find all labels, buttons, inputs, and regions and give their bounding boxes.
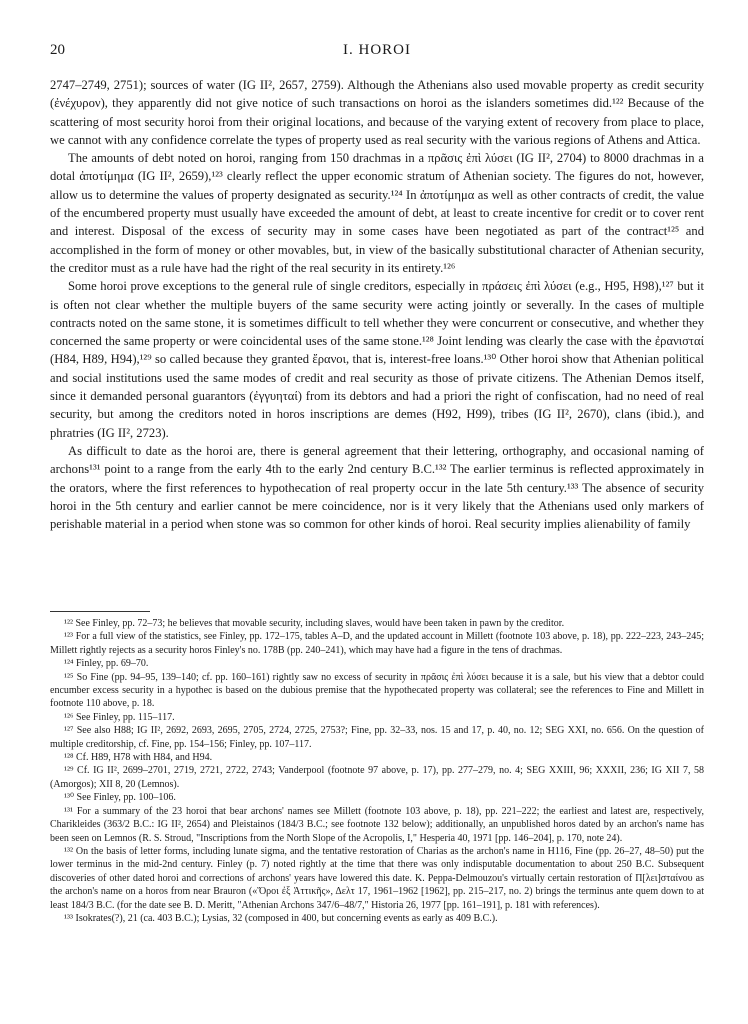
page-header — [50, 42, 704, 62]
footnotes — [50, 617, 704, 925]
footnote: ¹²³ For a full view of the statistics, see Finley, pp. 172–175, tables A–D, and the updated account in Millett (footnote 103 above, p. 18), pp. 222–223, 243–245; Millett rightly rejects as a security horos Finley's no. 178B (pp. 240–241), which may have had a figure in the tens of drachmas. — [50, 631, 704, 656]
footnote: ¹²⁸ Cf. H89, H78 with H84, and H94. — [64, 752, 213, 764]
footnote-divider — [50, 611, 150, 612]
body-paragraph: 2747–2749, 2751); sources of water (IG II², 2657, 2759). Although the Athenians also used movable property as credit security (ἐνέχυρον), they apparently did not give notice of such transactions on horoi as the islanders sometimes did.¹²² Because of the scattering of most security horoi from their original locations, and because of the varying extent of recovery from place to place, we cannot with any confidence correlate the types of property used as real security with the various regions of Athens and Attica. — [50, 78, 704, 147]
footnote: ¹³⁰ See Finley, pp. 100–106. — [64, 792, 176, 804]
page-number: 20 — [50, 42, 65, 58]
footnote: ¹²⁹ Cf. IG II², 2699–2701, 2719, 2721, 2722, 2743; Vanderpool (footnote 97 above, p. 17), pp. 277–279, no. 4; SEG XXIII, 96; XXXII, 236; IG XII 7, 58 (Amorgos); XII 8, 20 (Lemnos). — [50, 765, 704, 790]
footnote: ¹³³ Isokrates(?), 21 (ca. 403 B.C.); Lysias, 32 (composed in 400, but concerning events as early as 409 B.C.). — [64, 912, 498, 924]
footnote: ¹²⁷ See also H88; IG II², 2692, 2693, 2695, 2705, 2724, 2725, 2753?; Fine, pp. 32–33, nos. 15 and 17, p. 40, no. 12; SEG XXI, no. 656. On the question of multiple creditorship, cf. Fine, pp. 154–156; Finley, pp. 107–117. — [50, 725, 704, 750]
footnote: ¹²⁴ Finley, pp. 69–70. — [64, 658, 149, 670]
running-head: I. HOROI — [343, 42, 411, 58]
body-paragraph: As difficult to date as the horoi are, there is general agreement that their lettering, orthography, and occasional naming of archons¹³¹ point to a range from the early 4th to the early 2nd century B.C.¹³² The earlier terminus is reflected approximately in the orators, where the first references to hypothecation of real property occur in the late 5th century.¹³³ The absence of security horoi in the 5th century and earlier cannot be mere coincidence, nor is it very likely that the Athenians used only markers of perishable material in a period when stone was so common for other kinds of horoi. Real security implies alienability of family — [50, 443, 704, 532]
footnote: ¹³² On the basis of letter forms, including lunate sigma, and the tentative restoration of Charias as the archon's name in H116, Fine (pp. 26–27, 48–50) put the lower terminus in the mid-2nd century. Finley (p. 7) noted rightly at the time that there was only indisputable documentation to about 250 B.C. Subsequent discoveries of other dated horoi and corrections of archons' years have lowered this date. K. Peppa-Delmouzou's virtually certain restoration of Π[λει]σταίνου as the archon's name on a horos from near Brauron («Ὅροι ἐξ Ἀττικῆς», Δελτ 17, 1961–1962 [1962], pp. 215–217, no. 2) brings the terminus ante quem down to at least 184/3 B.C. (for the date see B. D. Meritt, "Athenian Archons 347/6–48/7," Historia 26, 1977 [pp. 161–191], p. 181 with references). — [50, 845, 704, 911]
footnote: ¹²² See Finley, pp. 72–73; he believes that movable security, including slaves, would have been taken in pawn by the creditor. — [64, 618, 565, 629]
footnote: ¹²⁵ So Fine (pp. 94–95, 139–140; cf. pp. 160–161) rightly saw no excess of security in πρᾶσις ἐπὶ λύσει because it is a sale, but his view that a debtor could encumber excess security in a hypothec is based on the dubious premise that the hypothecated property was collateral; see the references to Fine and Millett in footnote 110 above, p. 18. — [50, 671, 704, 710]
footnote: ¹²⁶ See Finley, pp. 115–117. — [64, 711, 175, 723]
main-text — [50, 76, 704, 533]
body-paragraph: The amounts of debt noted on horoi, ranging from 150 drachmas in a πρᾶσις ἐπὶ λύσει (IG II², 2704) to 8000 drachmas in a dotal ἀποτίμημα (IG II², 2659),¹²³ clearly reflect the upper economic stratum of Athenian society. The figures do not, however, allow us to determine the values of property designated as security.¹²⁴ In ἀποτίμημα as well as other contracts of credit, the value of the encumbered property must usually have exceeded the amount of debt, at least to create incentive for credit or to cover rent and interest. Disposal of the excess of security may in some cases have been negotiated as part of the contract¹²⁵ and accomplished in the form of money or other movables, but, in view of the basically substitutional character of Athenian security, the creditor must as a rule have had the right of the real security in its entirety.¹²⁶ — [50, 151, 704, 275]
body-paragraph: Some horoi prove exceptions to the general rule of single creditors, especially in πράσεις ἐπὶ λύσει (e.g., H95, H98),¹²⁷ but it is often not clear whether the multiple buyers of the same security were acting jointly or severally. In the cases of multiple contracts noted on the same stone, it is sometimes difficult to tell whether they were concurrent or consecutive, and whether they concerned the same property or were coincidental uses of the same stone.¹²⁸ Joint lending was clearly the case with the ἐρανισταί (H84, H89, H94),¹²⁹ so called because they granted ἔρανοι, that is, interest-free loans.¹³⁰ Other horoi show that Athenian political and social institutions used the same modes of credit and real security as those of private citizens. The Athenian Demos itself, since it demanded personal guarantors (ἐγγυηταί) from its debtors and had a priori the right of confiscation, had no need of real security, but among the creditors noted in horos inscriptions are demes (H92, H99), tribes (IG II², 2670), clans (ibid.), and phratries (IG II², 2723). — [50, 279, 704, 440]
footnote: ¹³¹ For a summary of the 23 horoi that bear archons' names see Millett (footnote 103 above, p. 18), pp. 221–222; the earliest and latest are, respectively, Charikleides (363/2 B.C.: IG II², 2654) and Pleistainos (184/3 B.C.; see footnote 132 below); additionally, an unpublished horos dated by an archon's name has been seen on Lemnos (R. S. Stroud, "Inscriptions from the North Slope of the Acropolis, I," Hesperia 40, 1971 [pp. 146–204], p. 170, note 24). — [50, 805, 704, 844]
